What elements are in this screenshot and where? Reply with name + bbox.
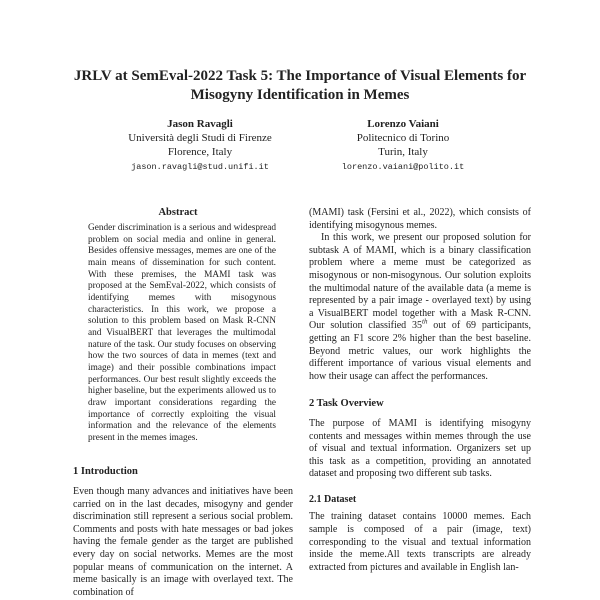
- abstract-heading: Abstract: [158, 207, 198, 218]
- author-name: Lorenzo Vaiani: [367, 118, 439, 130]
- task-overview-text: The purpose of MAMI is identifying misogyny contents and messages within memes through the use of visual and textual information. Organizers set up this task as a competition, providing an annotated dataset and proposing two different sub tasks.: [309, 417, 531, 480]
- author-email: jason.ravagli@stud.unifi.it: [131, 162, 269, 172]
- intro-continued-paragraph: (MAMI) task (Fersini et al., 2022), which consists of identifying misogynous memes.: [309, 207, 531, 231]
- introduction-text: Even though many advances and initiatives have been carried on in the last decades, misogyny and gender discrimination still represent a serious social problem. Comments and posts with hate messages or bad jokes having the female gender as the target are published every day on social networks. Memes are the most popular means of communication on the internet. A meme basically is an image with overlayed text. The combination of: [73, 486, 293, 598]
- author-block-1: [100, 117, 300, 174]
- introduction-heading: 1 Introduction: [73, 466, 138, 477]
- paper-title: JRLV at SemEval-2022 Task 5: The Importance of Visual Elements for Misogyny Identification in Memes: [73, 68, 527, 103]
- author-block-2: [303, 117, 503, 174]
- solution-text-part-1: In this work, we present our proposed solution for subtask A of MAMI, which is a binary classification problem where a meme must be categorized as misogynous or non-misogynous. Our solution exploits the multimodal nature of the available data (a meme is represented by a pair image - overlayed text) by using a VisualBERT model together with a Mask R-CNN. Our solution classified 35: [309, 232, 531, 332]
- author-location: Turin, Italy: [378, 146, 428, 158]
- task-overview-heading: 2 Task Overview: [309, 398, 384, 410]
- intro-solution-paragraph: [309, 232, 531, 383]
- author-email: lorenzo.vaiani@polito.it: [341, 162, 465, 172]
- ordinal-superscript: th: [422, 318, 428, 327]
- abstract-paragraph: Gender discrimination is a serious and widespread problem on social media and online in general. Besides offensive messages, memes are one of the main means of dissemination for such content. With these premises, the MAMI task was proposed at the SemEval-2022, which consists of identifying memes with misogynous characteristics. In this work, we propose a solution to this problem based on Mask R-CNN and VisualBERT that leverages the multimodal nature of the task. Our study focuses on observing how the two sources of data in memes (text and image) and their possible combinations impact performances. Our best result slightly exceeds the higher baseline, but the experiments allowed us to draw important considerations regarding the importance of correctly exploiting the visual information and the relevance of the elements present in the memes images.: [88, 223, 276, 443]
- solution-text-part-2: out of 69 participants, getting an F1 score 2% higher than the best baseline. Beyond metric values, our work highlights the different importance of various visual elements and how their usage can affect the performances.: [309, 320, 531, 382]
- dataset-text: The training dataset contains 10000 memes. Each sample is composed of a pair (image, text) corresponding to the visual and textual information inside the meme.All texts transcripts are already extracted from pictures and available in English lan-: [309, 511, 531, 573]
- abstract-text: [88, 223, 276, 444]
- author-affiliation: Politecnico di Torino: [356, 132, 450, 144]
- right-column: [309, 207, 531, 574]
- author-name: Jason Ravagli: [167, 118, 233, 130]
- author-affiliation: Università degli Studi di Firenze: [128, 132, 272, 144]
- author-location: Florence, Italy: [167, 146, 233, 158]
- dataset-heading: 2.1 Dataset: [309, 493, 357, 505]
